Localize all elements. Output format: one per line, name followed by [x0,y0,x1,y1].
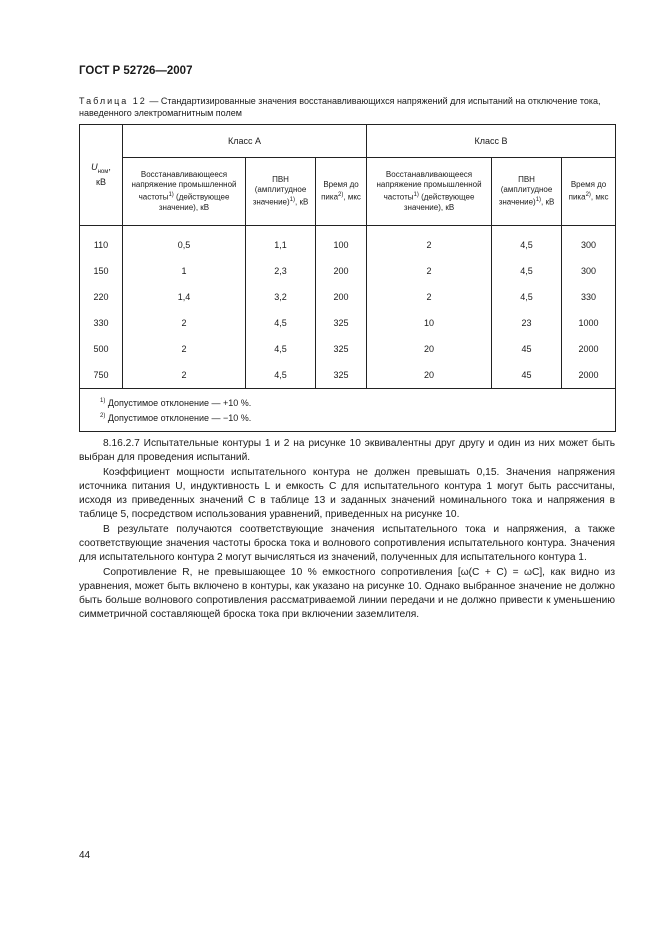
class-b-pvn-header: ПВН (амплитудное значение)$^{1)}$, кВ [492,158,562,226]
class-b-recovery-header: Восстанавливающееся напряжение промышленной частоты$^{1)}$ (действующее значение), кВ [367,158,492,226]
cell-b-recovery: 2 [367,258,492,284]
table-notes [80,389,616,432]
paragraph-results: В результате получаются соответствующие значения испытательного тока и напряжения, а также соответствующие значения частоты броска тока и волнового сопротивления испытательного контура. Значения для испытательного контура 2 могут вычисляться из значений, полученных для испытательного контура 1. [79,524,615,563]
cell-a-recovery: 0,5 [123,226,246,259]
cell-unom: 500 [80,336,123,362]
cell-a-time: 325 [316,362,367,389]
cell-b-recovery: 10 [367,310,492,336]
class-b-time-header: Время до пика$^{2)}$, мкс [562,158,616,226]
table-row [80,284,616,310]
table-note-2: $^{2)}$ Допустимое отклонение — −10 %. [100,413,252,423]
class-a-header: Класс А [123,125,367,158]
cell-a-recovery: 2 [123,310,246,336]
table-caption-text: — Стандартизированные значения восстанавливающихся напряжений для испытаний на отключение тока, наведенного электромагнитным полем [79,96,601,118]
cell-unom: 750 [80,362,123,389]
cell-a-time: 200 [316,258,367,284]
body-text [79,437,615,623]
cell-b-recovery: 2 [367,226,492,259]
cell-unom: 150 [80,258,123,284]
table-note-1: $^{1)}$ Допустимое отклонение — +10 %. [100,398,252,408]
cell-b-pvn: 23 [492,310,562,336]
table-notes-row [80,389,616,432]
unom-symbol: $U_{ном}$, [91,161,111,175]
cell-b-time: 300 [562,258,616,284]
paragraph-resistance: Сопротивление R, не превышающее 10 % емкостного сопротивления [ω(C + C) = ωC], как видно из уравнения, может быть включено в контуры, как указано на рисунке 10. Однако выбранное значение не должно быть больше волнового сопротивления рассматриваемой линии передачи и не должно привести к уменьшению симметричной составляющей броска тока при включении заземлителя. [79,567,615,620]
cell-b-pvn: 4,5 [492,226,562,259]
table-row [80,336,616,362]
cell-a-recovery: 1 [123,258,246,284]
cell-a-pvn: 4,5 [246,310,316,336]
cell-b-recovery: 20 [367,362,492,389]
cell-b-time: 300 [562,226,616,259]
cell-b-pvn: 45 [492,336,562,362]
cell-b-time: 1000 [562,310,616,336]
cell-b-pvn: 4,5 [492,284,562,310]
table-row [80,362,616,389]
class-a-pvn-header: ПВН (амплитудное значение)$^{1)}$, кВ [246,158,316,226]
class-b-header: Класс В [367,125,616,158]
table-row [80,310,616,336]
cell-b-pvn: 45 [492,362,562,389]
cell-a-pvn: 3,2 [246,284,316,310]
cell-a-time: 325 [316,310,367,336]
paragraph-power-factor: Коэффициент мощности испытательного контура не должен превышать 0,15. Значения напряжения источника питания U, индуктивность L и емкость C для испытательного контура 1 могут быть рассчитаны, исходя из приведенных значений C в таблице 13 и заданных значений номинального тока и напряжения в таблице 5, посредством использования уравнений, приведенных на рисунке 10. [79,467,615,520]
unom-header [80,125,123,226]
table-caption [79,95,615,119]
cell-a-recovery: 1,4 [123,284,246,310]
cell-a-time: 325 [316,336,367,362]
unom-unit: кВ [96,177,106,188]
cell-a-recovery: 2 [123,336,246,362]
cell-a-pvn: 1,1 [246,226,316,259]
table-row [80,258,616,284]
cell-a-recovery: 2 [123,362,246,389]
cell-b-time: 2000 [562,336,616,362]
cell-unom: 330 [80,310,123,336]
cell-a-time: 200 [316,284,367,310]
class-a-time-header: Время до пика$^{2)}$, мкс [316,158,367,226]
paragraph-8-16-2-7: 8.16.2.7 Испытательные контуры 1 и 2 на рисунке 10 эквивалентны друг другу и один из них может быть выбран для проведения испытаний. [79,438,615,463]
table-column-header-row [80,158,616,226]
cell-a-pvn: 4,5 [246,362,316,389]
table-caption-lead: Таблица 12 [79,96,147,106]
cell-b-time: 2000 [562,362,616,389]
cell-unom: 220 [80,284,123,310]
cell-a-pvn: 4,5 [246,336,316,362]
cell-a-pvn: 2,3 [246,258,316,284]
table-row [80,226,616,259]
cell-b-time: 330 [562,284,616,310]
cell-b-recovery: 2 [367,284,492,310]
class-a-recovery-header: Восстанавливающееся напряжение промышленной частоты$^{1)}$ (действующее значение), кВ [123,158,246,226]
cell-b-recovery: 20 [367,336,492,362]
standard-values-table [79,124,616,432]
cell-a-time: 100 [316,226,367,259]
cell-b-pvn: 4,5 [492,258,562,284]
page-number: 44 [79,850,91,861]
standard-number: ГОСТ Р 52726—2007 [79,65,193,77]
cell-unom: 110 [80,226,123,259]
table-class-row [80,125,616,158]
